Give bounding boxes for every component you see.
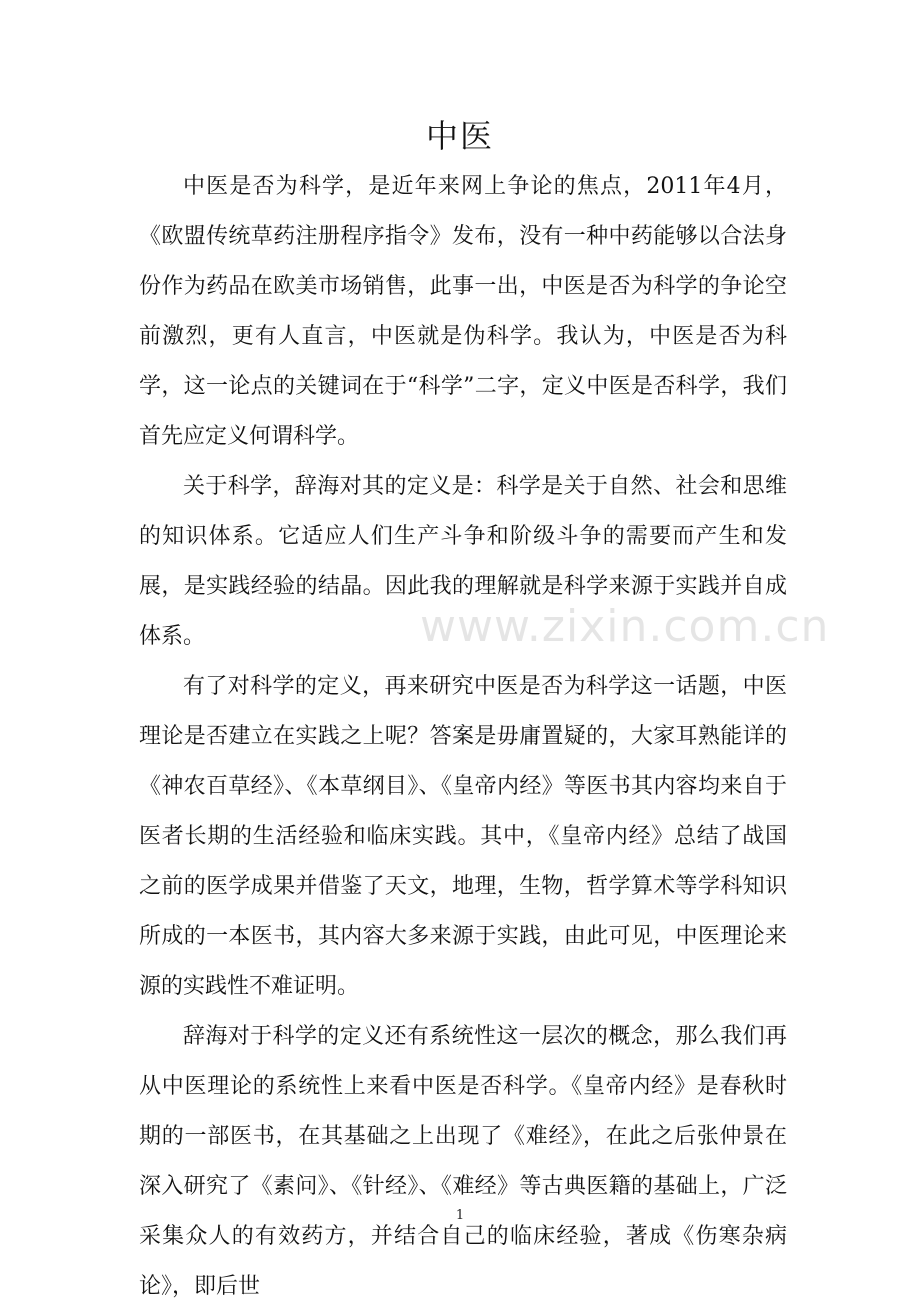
page-number: 1 [455,1208,465,1223]
watermark: www.zixin.com.cn [420,601,830,652]
document-body [139,162,830,1312]
document-title: 中医 [425,117,494,155]
paragraph-1: 中医是否为科学，是近年来网上争论的焦点，2011年4月，《欧盟传统草药注册程序指令》发布，没有一种中药能够以合法身份作为药品在欧美市场销售，此事一出，中医是否为科学的争论空前激烈，更有人直言，中医就是伪科学。我认为，中医是否为科学，这一论点的关键词在于“科学”二字，定义中医是否科学，我们首先应定义何谓科学。 [139,174,787,449]
paragraph-4: 辞海对于科学的定义还有系统性这一层次的概念，那么我们再从中医理论的系统性上来看中医是否科学。《皇帝内经》是春秋时期的一部医书，在其基础之上出现了《难经》，在此之后张仲景在深入研究了《素问》、《针经》、《难经》等古典医籍的基础上，广泛采集众人的有效药方，并结合自己的临床经验，著成《伤寒杂病论》，即后世 [139,1024,787,1299]
paragraph-2: 关于科学，辞海对其的定义是：科学是关于自然、社会和思维的知识体系。它适应人们生产斗争和阶级斗争的需要而产生和发展，是实践经验的结晶。因此我的理解就是科学来源于实践并自成体系。 [139,474,787,649]
paragraph-3: 有了对科学的定义，再来研究中医是否为科学这一话题，中医理论是否建立在实践之上呢？答案是毋庸置疑的，大家耳熟能详的《神农百草经》、《本草纲目》、《皇帝内经》等医书其内容均来自于医者长期的生活经验和临床实践。其中，《皇帝内经》总结了战国之前的医学成果并借鉴了天文，地理，生物，哲学算术等学科知识所成的一本医书，其内容大多来源于实践，由此可见，中医理论来源的实践性不难证明。 [139,674,787,999]
